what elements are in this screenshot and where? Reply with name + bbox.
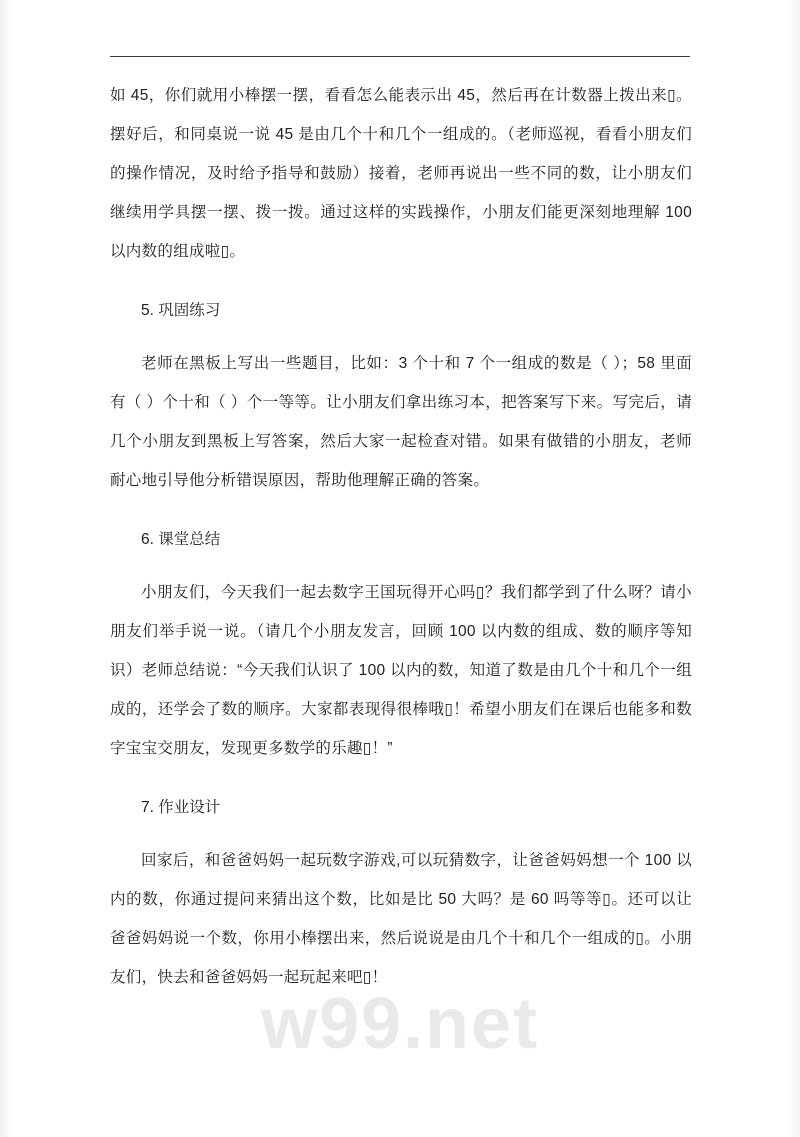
document-body [110,76,692,997]
body-paragraph: 回家后，和爸爸妈妈一起玩数字游戏,可以玩猜数字，让爸爸妈妈想一个 100 以内的数，你通过提问来猜出这个数，比如是比 50 大吗？是 60 吗等等▯。还可以让爸爸妈妈说一个数，你用小棒摆出来，然后说说是由几个十和几个一组成的▯。小朋友们，快去和爸爸妈妈一起玩起来吧▯！ [110,852,692,986]
spacer [110,827,692,841]
watermark: w99.net [260,984,540,1064]
section-heading-5: 5. 巩固练习 [141,302,221,319]
section-heading-7: 7. 作业设计 [141,799,221,816]
spacer [110,768,692,788]
body-paragraph: 如 45，你们就用小棒摆一摆，看看怎么能表示出 45，然后再在计数器上拨出来▯。摆好后，和同桌说一说 45 是由几个十和几个一组成的。（老师巡视，看看小朋友们的操作情况，及时给予指导和鼓励）接着，老师再说出一些不同的数，让小朋友们继续用学具摆一摆、拨一拨。通过这样的实践操作，小朋友们能更深刻地理解 100 以内数的组成啦▯。 [110,87,692,260]
spacer [110,500,692,520]
spacer [110,271,692,291]
body-paragraph: 小朋友们，今天我们一起去数字王国玩得开心吗▯？我们都学到了什么呀？请小朋友们举手说一说。（请几个小朋友发言，回顾 100 以内数的组成、数的顺序等知识）老师总结说：“今天我们认识了 100 以内的数，知道了数是由几个十和几个一组成的，还学会了数的顺序。大家都表现得很棒哦▯！希望小朋友们在课后也能多和数字宝宝交朋友，发现更多数学的乐趣▯！” [110,584,692,757]
header-rule [110,56,690,57]
body-paragraph: 老师在黑板上写出一些题目，比如：3 个十和 7 个一组成的数是（ ）；58 里面有（ ）个十和（ ）个一等等。让小朋友们拿出练习本，把答案写下来。写完后，请几个小朋友到黑板上写答案，然后大家一起检查对错。如果有做错的小朋友，老师耐心地引导他分析错误原因，帮助他理解正确的答案。 [110,355,692,489]
page-edge-right [786,0,800,1137]
page-edge-left [0,0,14,1137]
spacer [110,559,692,573]
section-heading-6: 6. 课堂总结 [141,531,221,548]
spacer [110,330,692,344]
